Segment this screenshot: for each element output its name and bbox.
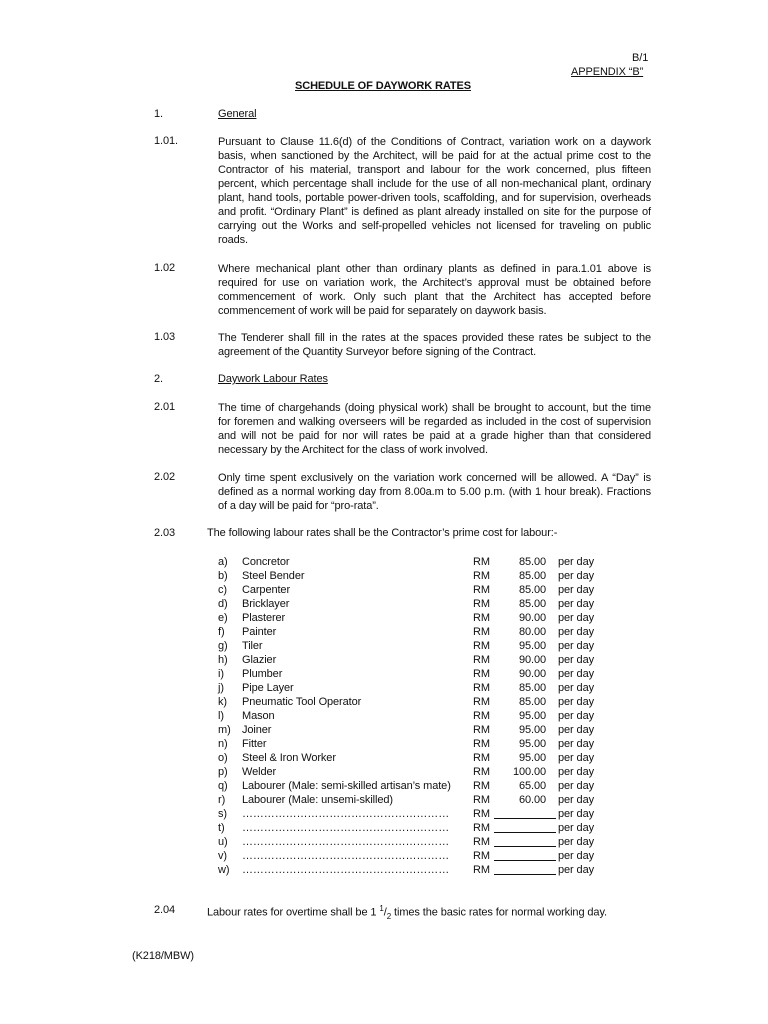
rate-trade-name: Joiner xyxy=(242,724,272,736)
rate-trade-name: Steel Bender xyxy=(242,570,305,582)
rate-trade-name: Carpenter xyxy=(242,584,291,596)
rate-trade-name: Concretor xyxy=(242,556,290,568)
section-number: 1. xyxy=(154,108,163,120)
rate-trade-name: Bricklayer xyxy=(242,598,290,610)
page-reference: B/1 xyxy=(632,52,649,64)
rate-amount: 95.00 xyxy=(518,640,546,652)
rate-currency: RM xyxy=(473,598,490,610)
paragraph-text: Only time spent exclusively on the variation work concerned will be allowed. A “Day” is defined as a normal working day from 8.00a.m to 5.00 p.m. (with 1 hour break). Fractions of a day will be paid for “pro-rata”. xyxy=(218,472,651,512)
rate-trade-name: ………………………………………………… xyxy=(242,836,450,848)
rate-amount-blank[interactable] xyxy=(494,860,556,861)
rate-amount: 60.00 xyxy=(518,794,546,806)
rate-amount-blank[interactable] xyxy=(494,874,556,875)
rate-unit: per day xyxy=(558,682,594,694)
rate-trade-name: Pneumatic Tool Operator xyxy=(242,696,362,708)
rate-item-letter: l) xyxy=(218,710,224,722)
rate-unit: per day xyxy=(558,738,594,750)
paragraph-number: 2.04 xyxy=(154,904,176,916)
appendix-label: APPENDIX “B” xyxy=(571,66,644,78)
rate-trade-name: ………………………………………………… xyxy=(242,808,450,820)
rate-currency: RM xyxy=(473,612,490,624)
rate-item-letter: o) xyxy=(218,752,228,764)
rate-unit: per day xyxy=(558,654,594,666)
rate-unit: per day xyxy=(558,724,594,736)
rate-unit: per day xyxy=(558,808,594,820)
rate-unit: per day xyxy=(558,752,594,764)
rate-unit: per day xyxy=(558,626,594,638)
rate-currency: RM xyxy=(473,640,490,652)
rate-amount: 100.00 xyxy=(512,766,546,778)
rate-amount: 90.00 xyxy=(518,654,546,666)
paragraph-text: The Tenderer shall fill in the rates at the spaces provided these rates be subject to the agreement of the Quantity Surveyor before signing of the Contract. xyxy=(218,332,651,358)
rate-currency: RM xyxy=(473,808,490,820)
paragraph-number: 1.02 xyxy=(154,262,176,274)
rate-item-letter: d) xyxy=(218,598,228,610)
rate-item-letter: q) xyxy=(218,780,228,792)
rate-currency: RM xyxy=(473,766,490,778)
rate-currency: RM xyxy=(473,682,490,694)
rate-currency: RM xyxy=(473,752,490,764)
fraction-slash: / xyxy=(383,906,387,919)
rate-unit: per day xyxy=(558,612,594,624)
rate-currency: RM xyxy=(473,584,490,596)
rate-trade-name: Glazier xyxy=(242,654,277,666)
rate-item-letter: v) xyxy=(218,850,227,862)
rate-trade-name: Labourer (Male: semi-skilled artisan’s mate) xyxy=(242,780,451,792)
rate-amount: 85.00 xyxy=(518,696,546,708)
rate-amount-blank[interactable] xyxy=(494,818,556,819)
rate-trade-name: Tiler xyxy=(242,640,263,652)
rate-item-letter: k) xyxy=(218,696,227,708)
rate-unit: per day xyxy=(558,822,594,834)
paragraph-text: Where mechanical plant other than ordinary plants as defined in para.1.01 above is required for use on variation work, the Architect’s approval must be obtained before commencement of work. Only such plant that the Architect has accepted before commencement of work will be paid for separately on daywork basis. xyxy=(218,263,651,317)
rate-amount: 85.00 xyxy=(518,556,546,568)
rate-item-letter: e) xyxy=(218,612,228,624)
rate-unit: per day xyxy=(558,864,594,876)
rate-unit: per day xyxy=(558,710,594,722)
rate-amount: 85.00 xyxy=(518,570,546,582)
rate-item-letter: u) xyxy=(218,836,228,848)
rate-unit: per day xyxy=(558,598,594,610)
rate-item-letter: p) xyxy=(218,766,228,778)
paragraph-text: The following labour rates shall be the Contractor’s prime cost for labour:- xyxy=(207,527,558,539)
rate-unit: per day xyxy=(558,850,594,862)
rate-currency: RM xyxy=(473,570,490,582)
rate-currency: RM xyxy=(473,724,490,736)
rate-item-letter: m) xyxy=(218,724,231,736)
paragraph-number: 2.01 xyxy=(154,401,176,413)
rate-item-letter: g) xyxy=(218,640,228,652)
paragraph-text: Pursuant to Clause 11.6(d) of the Conditions of Contract, variation work on a daywork basis, when sanctioned by the Architect, will be paid for at the actual prime cost to the Contractor of his material, transport and labour for the work concerned, plus fifteen percent, which percentage shall include for the use of all non-mechanical plant, ordinary plant, hand tools, portable power-driven tools, scaffolding, and for supervision, overheads and profit. “Ordinary Plant” is defined as plant already installed on site for the purpose of carrying out the Works and self-propelled vehicles not licensed for traveling on public roads. xyxy=(218,136,651,246)
rate-item-letter: n) xyxy=(218,738,228,750)
rate-item-letter: s) xyxy=(218,808,227,820)
rate-trade-name: ………………………………………………… xyxy=(242,850,450,862)
rate-unit: per day xyxy=(558,696,594,708)
rate-currency: RM xyxy=(473,738,490,750)
rate-trade-name: Labourer (Male: unsemi-skilled) xyxy=(242,794,393,806)
paragraph-number: 1.01. xyxy=(154,135,178,147)
rate-amount: 90.00 xyxy=(518,668,546,680)
rate-currency: RM xyxy=(473,710,490,722)
paragraph-number: 2.03 xyxy=(154,527,176,539)
rate-amount: 95.00 xyxy=(518,724,546,736)
rate-unit: per day xyxy=(558,766,594,778)
rate-unit: per day xyxy=(558,570,594,582)
fraction-denominator: 2 xyxy=(386,911,392,921)
fraction-numerator: 1 xyxy=(379,904,384,913)
rate-currency: RM xyxy=(473,668,490,680)
rate-currency: RM xyxy=(473,864,490,876)
rate-unit: per day xyxy=(558,584,594,596)
overtime-text-before: Labour rates for overtime shall be 1 xyxy=(207,906,380,919)
rate-item-letter: a) xyxy=(218,556,228,568)
rate-trade-name: Fitter xyxy=(242,738,267,750)
rate-amount: 90.00 xyxy=(518,612,546,624)
rate-currency: RM xyxy=(473,794,490,806)
rate-trade-name: Mason xyxy=(242,710,275,722)
rate-currency: RM xyxy=(473,780,490,792)
rate-unit: per day xyxy=(558,668,594,680)
rate-trade-name: Steel & Iron Worker xyxy=(242,752,336,764)
rate-amount: 95.00 xyxy=(518,710,546,722)
rate-unit: per day xyxy=(558,836,594,848)
overtime-text-after: times the basic rates for normal working day. xyxy=(391,906,607,919)
rate-currency: RM xyxy=(473,654,490,666)
rate-currency: RM xyxy=(473,626,490,638)
rate-amount: 95.00 xyxy=(518,752,546,764)
rate-amount: 85.00 xyxy=(518,682,546,694)
rate-currency: RM xyxy=(473,850,490,862)
rate-amount: 85.00 xyxy=(518,584,546,596)
rate-item-letter: r) xyxy=(218,794,226,806)
section-heading: Daywork Labour Rates xyxy=(218,373,328,385)
rate-unit: per day xyxy=(558,556,594,568)
document-reference: (K218/MBW) xyxy=(132,950,194,962)
rate-item-letter: c) xyxy=(218,584,227,596)
rate-trade-name: Plasterer xyxy=(242,612,286,624)
rate-amount: 65.00 xyxy=(518,780,546,792)
rate-unit: per day xyxy=(558,780,594,792)
rate-currency: RM xyxy=(473,836,490,848)
rate-amount-blank[interactable] xyxy=(494,832,556,833)
rate-item-letter: i) xyxy=(218,668,224,680)
rate-trade-name: ………………………………………………… xyxy=(242,822,450,834)
rate-amount: 80.00 xyxy=(518,626,546,638)
rate-currency: RM xyxy=(473,822,490,834)
rate-currency: RM xyxy=(473,696,490,708)
rate-amount: 95.00 xyxy=(518,738,546,750)
section-heading: General xyxy=(218,108,257,120)
rate-amount-blank[interactable] xyxy=(494,846,556,847)
rate-item-letter: j) xyxy=(218,682,224,694)
paragraph-number: 1.03 xyxy=(154,331,176,343)
rate-trade-name: Painter xyxy=(242,626,277,638)
rate-item-letter: t) xyxy=(218,822,225,834)
paragraph-text xyxy=(207,904,607,921)
rate-item-letter: h) xyxy=(218,654,228,666)
section-number: 2. xyxy=(154,373,163,385)
rate-item-letter: f) xyxy=(218,626,225,638)
paragraph-text: The time of chargehands (doing physical work) shall be brought to account, but the time for foremen and walking overseers will be regarded as included in the cost of supervision and will not be paid for nor will rates be paid at a grade higher than that considered necessary by the Architect for the class of work involved. xyxy=(218,402,651,456)
rate-trade-name: Plumber xyxy=(242,668,283,680)
rate-trade-name: ………………………………………………… xyxy=(242,864,450,876)
rate-amount: 85.00 xyxy=(518,598,546,610)
rate-trade-name: Welder xyxy=(242,766,277,778)
rate-item-letter: w) xyxy=(218,864,230,876)
rate-trade-name: Pipe Layer xyxy=(242,682,294,694)
rate-unit: per day xyxy=(558,794,594,806)
rate-item-letter: b) xyxy=(218,570,228,582)
page-title: SCHEDULE OF DAYWORK RATES xyxy=(295,80,471,92)
paragraph-number: 2.02 xyxy=(154,471,176,483)
rate-currency: RM xyxy=(473,556,490,568)
rate-unit: per day xyxy=(558,640,594,652)
